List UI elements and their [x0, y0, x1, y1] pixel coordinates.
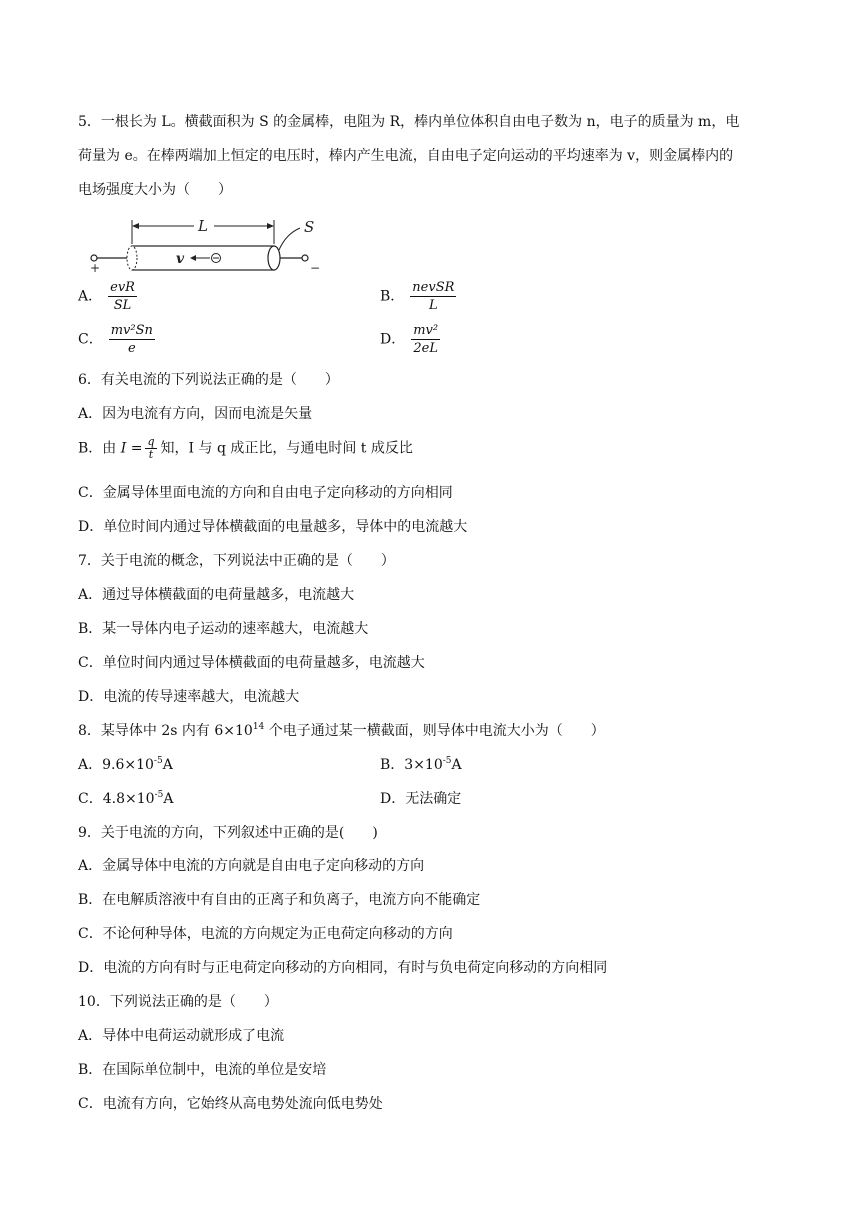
q10-stem: 10．下列说法正确的是（ ）	[78, 994, 278, 1010]
q8-option-d[interactable]: D．无法确定	[380, 791, 462, 807]
q6-option-b-prefix: B．由	[78, 440, 121, 457]
q6-option-a[interactable]: A．因为电流有方向，因而电流是矢量	[78, 406, 313, 422]
q5-option-d-letter: D．	[380, 331, 406, 348]
q10-option-a[interactable]: A．导体中电荷运动就形成了电流	[78, 1028, 285, 1044]
q5-option-a[interactable]	[78, 279, 137, 314]
q6-stem: 6．有关电流的下列说法正确的是（ ）	[78, 372, 339, 388]
q5-option-d[interactable]	[380, 322, 440, 357]
minus-terminal-label: −	[310, 261, 321, 274]
q5-stem-line-1: 5．一根长为 L。横截面积为 S 的金属棒，电阻为 R，棒内单位体积自由电子数为 n，电子的质量为 m，电	[78, 114, 740, 130]
metal-rod-diagram	[86, 214, 326, 274]
q5-option-b[interactable]	[380, 279, 456, 314]
velocity-label: v	[176, 251, 185, 267]
q10-option-c[interactable]: C．电流有方向，它始终从高电势处流向低电势处	[78, 1096, 383, 1112]
q7-option-c[interactable]: C．单位时间内通过导体横截面的电荷量越多，电流越大	[78, 655, 425, 671]
q8-option-b[interactable]: B．$3\times 10^{-5}A$	[380, 756, 462, 773]
q7-option-b[interactable]: B．某一导体内电子运动的速率越大，电流越大	[78, 621, 369, 637]
q7-option-a[interactable]: A．通过导体横截面的电荷量越多，电流越大	[78, 587, 355, 603]
q5-option-c-fraction: $\frac{\text{mv²Sn}}{e}$	[110, 323, 153, 356]
area-label: S	[304, 218, 315, 236]
q5-stem-line-2: 荷量为 e。在棒两端加上恒定的电压时，棒内产生电流，自由电子定向运动的平均速率为 v，则金属棒内的	[78, 148, 734, 164]
q5-option-a-fraction: $\frac{\text{evR}}{SL}$	[110, 280, 135, 313]
q6-option-d[interactable]: D．单位时间内通过导体横截面的电量越多，导体中的电流越大	[78, 519, 468, 535]
q5-option-b-letter: B．	[380, 288, 405, 305]
q9-option-c[interactable]: C．不论何种导体，电流的方向规定为正电荷定向移动的方向	[78, 926, 453, 942]
q5-option-a-letter: A．	[78, 288, 103, 305]
q5-option-c-letter: C．	[78, 331, 103, 348]
q8-option-c[interactable]: C．$4.8\times 10^{-5}A$	[78, 790, 174, 807]
q7-stem: 7．关于电流的概念，下列说法中正确的是（ ）	[78, 553, 395, 569]
q6-option-c[interactable]: C．金属导体里面电流的方向和自由电子定向移动的方向相同	[78, 485, 453, 501]
q5-stem-line-3: 电场强度大小为（ ）	[78, 182, 232, 198]
q6-formula-fraction: $\frac{q}{t}$	[147, 435, 155, 461]
q7-option-d[interactable]: D．电流的传导速率越大，电流越大	[78, 689, 300, 705]
q5-option-d-fraction: $\frac{\text{mv²}}{2eL}$	[413, 323, 439, 356]
q9-option-d[interactable]: D．电流的方向有时与正电荷定向移动的方向相同，有时与负电荷定向移动的方向相同	[78, 960, 608, 976]
q10-option-b[interactable]: B．在国际单位制中，电流的单位是安培	[78, 1062, 327, 1078]
plus-terminal-label: +	[90, 261, 101, 274]
q9-option-b[interactable]: B．在电解质溶液中有自由的正离子和负离子，电流方向不能确定	[78, 892, 481, 908]
q5-option-c[interactable]	[78, 322, 155, 357]
q8-stem: 8．某导体中 2s 内有 $6\times 10^{14}$ 个电子通过某一横截面，则导体中电流大小为（ ）	[78, 722, 605, 739]
q9-option-a[interactable]: A．金属导体中电流的方向就是自由电子定向移动的方向	[78, 858, 425, 874]
q5-option-b-fraction: $\frac{\text{nevSR}}{L}$	[412, 280, 455, 313]
length-label: L	[198, 217, 208, 235]
q6-formula-lhs: I =	[120, 440, 143, 457]
q9-stem: 9．关于电流的方向，下列叙述中正确的是( )	[78, 825, 378, 841]
q6-option-b-suffix: 知，I 与 q 成正比，与通电时间 t 成反比	[160, 440, 413, 457]
q8-option-a[interactable]: A．$9.6\times 10^{-5}A$	[78, 756, 173, 773]
q6-option-b[interactable]	[78, 436, 413, 461]
